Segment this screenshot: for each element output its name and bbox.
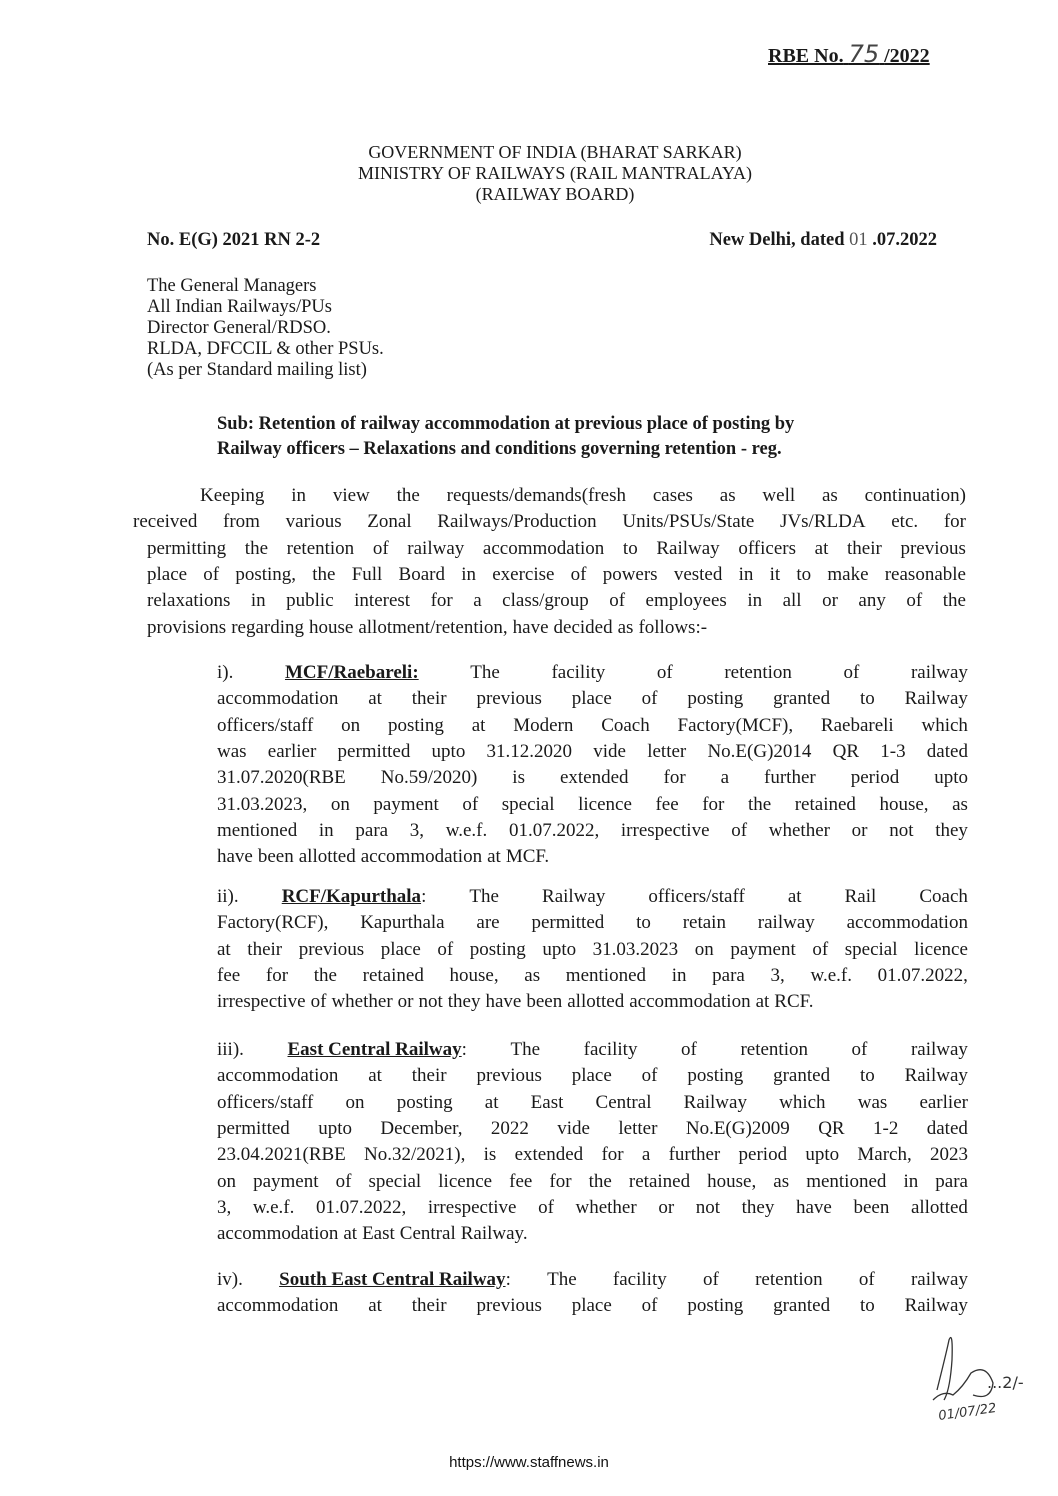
text-line: accommodation at East Central Railway.	[217, 1223, 528, 1245]
text-line: iv). South East Central Railway: The facility of retention of railway	[217, 1269, 968, 1290]
text-line: 23.04.2021(RBE No.32/2021), is extended for a further period upto March, 2023	[217, 1144, 968, 1166]
text-line: 31.07.2020(RBE No.59/2020) is extended for a further period upto	[217, 767, 968, 789]
item-heading: RCF/Kapurthala	[281, 886, 422, 907]
header-line-board: (RAILWAY BOARD)	[475, 184, 635, 204]
item-number: i).	[217, 662, 234, 683]
addressee-line: (As per Standard mailing list)	[147, 360, 367, 380]
text-line: relaxations in public interest for a class/group of employees in all or any of the	[147, 590, 966, 612]
signature-date: 01/07/22	[937, 1400, 998, 1424]
text-line: received from various Zonal Railways/Production Units/PSUs/State JVs/RLDA etc. for	[133, 511, 966, 533]
text-line: officers/staff on posting at East Central Railway which was earlier	[217, 1091, 968, 1113]
text-line: permitted upto December, 2022 vide letter No.E(G)2009 QR 1-2 dated	[217, 1117, 968, 1139]
text-line: Keeping in view the requests/demands(fresh cases as well as continuation)	[200, 485, 966, 506]
page-marker: ...2/-	[987, 1373, 1024, 1392]
text-line: i). MCF/Raebareli: The facility of retention of railway	[217, 662, 968, 683]
text-line: accommodation at their previous place of posting granted to Railway	[217, 1065, 968, 1087]
text-line: provisions regarding house allotment/retention, have decided as follows:-	[147, 616, 708, 638]
text-line: officers/staff on posting at Modern Coach Factory(MCF), Raebareli which	[217, 714, 968, 736]
place-date	[709, 230, 937, 251]
item-number: iii).	[217, 1039, 244, 1060]
text-line: iii). East Central Railway: The facility of retention of railway	[217, 1039, 968, 1060]
text-line: permitting the retention of railway accommodation to Railway officers at their previous	[147, 537, 966, 559]
addressee-line: RLDA, DFCCIL & other PSUs.	[147, 339, 384, 359]
item-number: ii).	[217, 886, 239, 907]
text-line: have been allotted accommodation at MCF.	[217, 846, 550, 868]
addressee-line: Director General/RDSO.	[147, 318, 331, 338]
subject-line: Sub: Retention of railway accommodation at previous place of posting by	[217, 414, 795, 434]
rbe-year: /2022	[884, 45, 930, 67]
place-date-label: New Delhi, dated	[709, 230, 845, 250]
text-line: on payment of special licence fee for the retained house, as mentioned in para	[217, 1170, 968, 1192]
text-line: was earlier permitted upto 31.12.2020 vide letter No.E(G)2014 QR 1-3 dated	[217, 740, 968, 762]
item-heading: East Central Railway	[287, 1039, 462, 1060]
text-line: accommodation at their previous place of posting granted to Railway	[217, 1295, 968, 1317]
subject-line: Railway officers – Relaxations and conditions governing retention - reg.	[217, 439, 782, 459]
item-heading: MCF/Raebareli:	[284, 662, 419, 683]
rbe-handwritten-number: 75	[848, 40, 880, 68]
text-line: ii). RCF/Kapurthala: The Railway officers/staff at Rail Coach	[217, 886, 968, 907]
text-line: fee for the retained house, as mentioned in para 3, w.e.f. 01.07.2022,	[217, 964, 968, 986]
header-line-ministry: MINISTRY OF RAILWAYS (RAIL MANTRALAYA)	[357, 163, 753, 183]
reference-number: No. E(G) 2021 RN 2-2	[147, 230, 321, 250]
rbe-prefix: RBE No.	[768, 45, 844, 67]
rbe-number	[768, 40, 930, 68]
footer-url: https://www.staffnews.in	[449, 1454, 609, 1471]
item-heading: South East Central Railway	[279, 1269, 506, 1290]
date-month-year: .07.2022	[872, 230, 937, 250]
date-day-handwritten: 01	[849, 230, 868, 250]
addressee-line: The General Managers	[147, 276, 317, 296]
text-line: mentioned in para 3, w.e.f. 01.07.2022, irrespective of whether or not they	[217, 819, 968, 841]
text-line: 3, w.e.f. 01.07.2022, irrespective of whether or not they have been allotted	[217, 1196, 968, 1218]
text-line: place of posting, the Full Board in exercise of powers vested in it to make reasonable	[147, 563, 966, 585]
header-line-government: GOVERNMENT OF INDIA (BHARAT SARKAR)	[368, 142, 742, 162]
text-line: at their previous place of posting upto 31.03.2023 on payment of special licence	[217, 938, 968, 960]
item-number: iv).	[217, 1269, 243, 1290]
text-line: 31.03.2023, on payment of special licence fee for the retained house, as	[217, 793, 968, 815]
signature-icon	[925, 1330, 1045, 1430]
text-line: Factory(RCF), Kapurthala are permitted to retain railway accommodation	[217, 912, 968, 934]
addressee-line: All Indian Railways/PUs	[147, 297, 332, 317]
text-line: irrespective of whether or not they have been allotted accommodation at RCF.	[217, 991, 814, 1013]
text-line: accommodation at their previous place of posting granted to Railway	[217, 688, 968, 710]
